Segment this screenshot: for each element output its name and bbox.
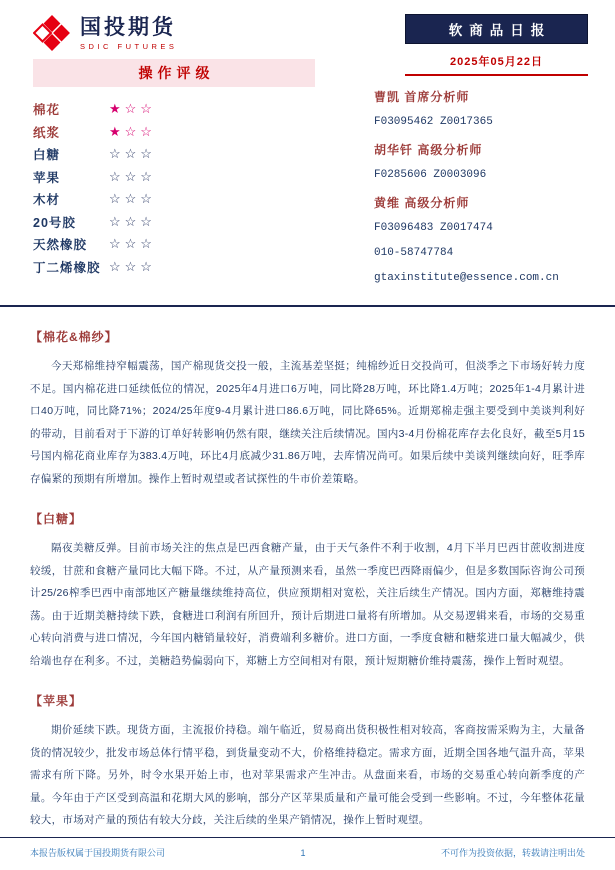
analyst-name: 胡华钎 高级分析师: [374, 143, 483, 157]
rating-row: [33, 256, 315, 279]
footer-row: [0, 838, 615, 870]
footer-copyright: 本报告版权属于国投期货有限公司: [30, 848, 166, 858]
analyst-panel: [374, 88, 590, 297]
commodity-name: 白糖: [33, 148, 61, 163]
report-body: [30, 316, 585, 852]
section-heading: 【棉花&棉纱】: [30, 330, 118, 344]
report-section: [30, 692, 585, 832]
ratings-header: 操作评级: [33, 59, 315, 87]
analyst-name: 曹凯 首席分析师: [374, 90, 470, 104]
commodity-name: 20号胶: [33, 215, 76, 230]
rating-stars: ☆☆☆: [109, 213, 156, 229]
commodity-name: 木材: [33, 193, 61, 208]
section-paragraph: 期价延续下跌。现货方面，主流报价持稳。端午临近，贸易商出货积极性相对较高，客商按需采购为主，大量备货的情况较少，批发市场总体行情平稳，到货量变动不大，价格维持稳定。需求方面，近期全国各地气温升高，苹果需求有所下降。另外，时令水果开始上市，也对苹果需求产生冲击。从盘面来看，市场的交易重心转向新季度的产量。今年由于产区受到高温和花期大风的影响，部分产区苹果质量和产量可能会受到一些影响。不过，今年整体花量较大，市场对产量的预估有较大分歧，关注后续的坐果产销情况，操作上暂时观望。: [30, 724, 585, 826]
rating-row: [33, 166, 315, 189]
rating-stars: ★☆☆: [109, 123, 156, 139]
rating-stars: ☆☆☆: [109, 168, 156, 184]
rating-row: [33, 121, 315, 144]
section-paragraph: 隔夜美糖反弹。目前市场关注的焦点是巴西食糖产量，由于天气条件不利于收割，4月下半月巴西甘蔗收割进度较缓，甘蔗和食糖产量同比大幅下降。不过，从产量预测来看，虽然一季度巴西降雨偏少，但是多数国际咨询公司预计25/26榨季巴西中南部地区产糖量继续维持高位，供应预期相对宽松，关注后续生产情况。国内方面，郑糖维持震荡。由于近期美糖持续下跌，食糖进口利润有所回升，预计后期进口量将有所增加。从交易逻辑来看，市场的交易重心转向消费与进口情况，今年国内糖销量较好，消费端利多糖价。进口方面，一季度食糖和糖浆进口量大幅减少，供给端也存在利多。不过，美糖趋势偏弱向下，郑糖上方空间相对有限，预计短期糖价维持震荡，操作上暂时观望。: [30, 542, 585, 667]
commodity-name: 丁二烯橡胶: [33, 260, 101, 275]
rating-row: [33, 233, 315, 256]
commodity-name: 纸浆: [33, 125, 61, 140]
report-date: 2025年05月22日: [405, 44, 588, 76]
header-divider: [0, 305, 615, 307]
rating-row: [33, 188, 315, 211]
footer-disclaimer: 不可作为投资依据，转载请注明出处: [440, 848, 585, 858]
section-paragraph: 今天郑棉维持窄幅震荡，国产棉现货交投一般，主流基差坚挺；纯棉纱近日交投尚可，但淡季之下市场好转力度不足。国内棉花进口延续低位的情况，2025年4月进口6万吨，同比降28万吨，环比降1.4万吨；2025年1-4月累计进口40万吨，同比降71%；2024/25年度9-4月累计进口86.6万吨，同比降65%。近期郑棉走强主要受到中美谈判利好的带动，目前看对于下游的订单好转影响仍然有限，继续关注后续情况。国内3-4月份棉花库存去化良好，截至5月15号国内棉花商业库存为383.4万吨，环比4月底减少31.86万吨，去库情况尚可。如果后续中美谈判继续向好，旺季库存偏紧的预期有所增加。操作上暂时观望或者试探性的牛市价差策略。: [30, 360, 585, 485]
brand-name-cn: 国投期货: [80, 15, 176, 39]
rating-row: [33, 98, 315, 121]
footer-page-number: 1: [300, 847, 306, 858]
rating-stars: ☆☆☆: [109, 191, 156, 207]
rating-row: [33, 211, 315, 234]
report-section: [30, 328, 585, 490]
ratings-list: [33, 87, 315, 278]
rating-row: [33, 143, 315, 166]
brand: [33, 14, 177, 52]
report-title-block: [405, 14, 588, 76]
report-title: 软商品日报: [405, 14, 588, 44]
commodity-name: 天然橡胶: [33, 238, 88, 253]
red-diamond-logo-icon: [33, 14, 71, 52]
section-heading: 【白糖】: [30, 512, 83, 526]
brand-text: [80, 16, 177, 51]
commodity-name: 苹果: [33, 170, 61, 185]
ratings-panel: [33, 59, 315, 278]
rating-stars: ☆☆☆: [109, 258, 156, 274]
analyst-code: F03096483 Z0017474: [374, 222, 493, 234]
rating-stars: ☆☆☆: [109, 146, 156, 162]
analyst-code: F0285606 Z0003096: [374, 169, 487, 181]
section-heading: 【苹果】: [30, 694, 83, 708]
brand-name-en: SDIC FUTURES: [80, 41, 178, 51]
rating-stars: ★☆☆: [109, 101, 156, 117]
report-footer: [0, 837, 615, 870]
commodity-name: 棉花: [33, 103, 61, 118]
analyst-name: 黄维 高级分析师: [374, 196, 470, 210]
contact-phone: 010-58747784: [374, 247, 454, 259]
rating-stars: ☆☆☆: [109, 236, 156, 252]
analyst-code: F03095462 Z0017365: [374, 116, 493, 128]
contact-email: gtaxinstitute@essence.com.cn: [374, 272, 559, 284]
report-section: [30, 510, 585, 672]
